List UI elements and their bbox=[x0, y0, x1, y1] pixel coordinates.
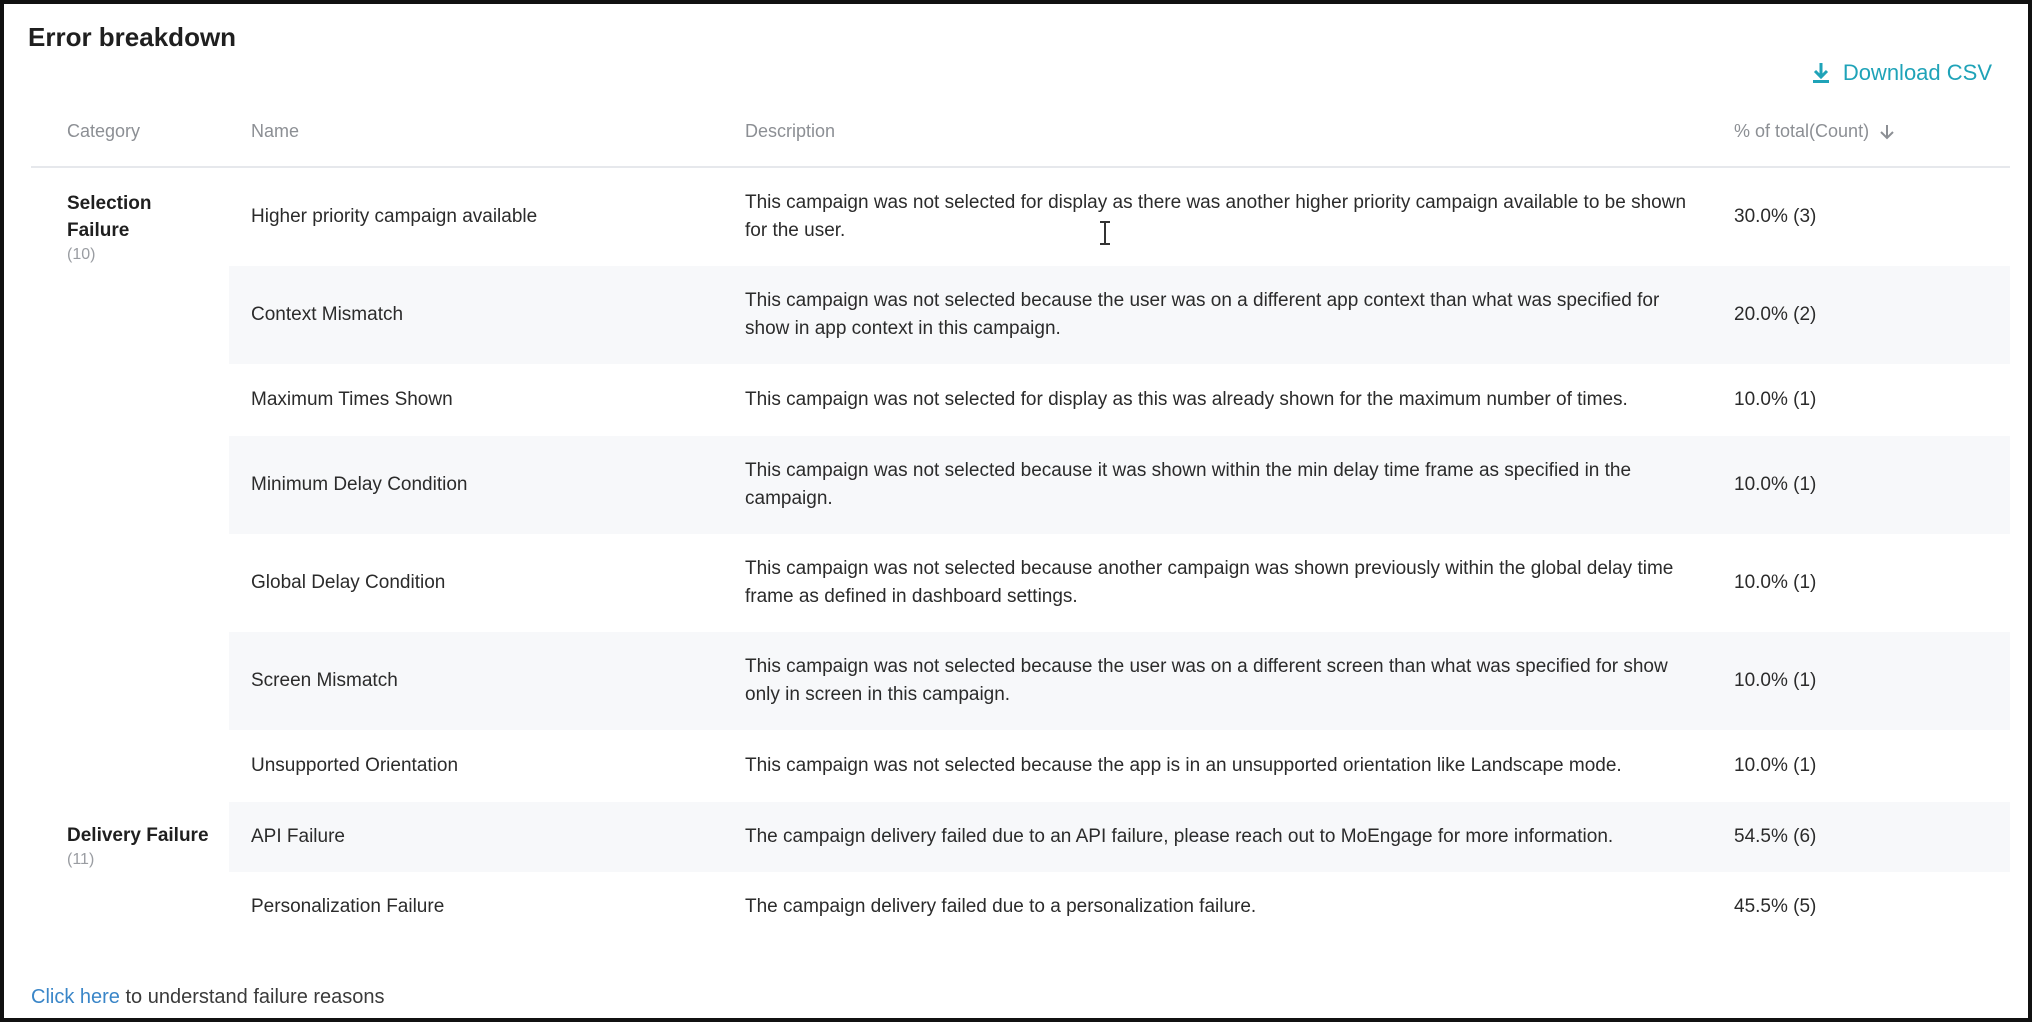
table-row[interactable] bbox=[229, 730, 2010, 802]
arrow-down-icon bbox=[1877, 122, 1897, 142]
row-percent: 10.0% (1) bbox=[1734, 572, 1817, 593]
row-name: Global Delay Condition bbox=[251, 572, 446, 593]
row-percent: 54.5% (6) bbox=[1734, 826, 1817, 847]
table-row[interactable] bbox=[229, 436, 2010, 534]
row-name: API Failure bbox=[251, 826, 345, 847]
row-description: This campaign was not selected for display as this was already shown for the maximum number of times. bbox=[745, 389, 1628, 410]
column-header-percent-label: % of total(Count) bbox=[1734, 121, 1870, 141]
table-row[interactable] bbox=[229, 266, 2010, 364]
table-row[interactable] bbox=[229, 632, 2010, 730]
category-name: Delivery Failure bbox=[67, 825, 209, 846]
column-header-description: Description bbox=[745, 121, 836, 141]
category-label bbox=[67, 822, 217, 871]
text-cursor-icon bbox=[1098, 220, 1112, 246]
download-icon bbox=[1809, 61, 1833, 85]
table-row[interactable] bbox=[229, 364, 2010, 436]
row-description: The campaign delivery failed due to an API failure, please reach out to MoEngage for more information. bbox=[745, 826, 1614, 847]
row-percent: 10.0% (1) bbox=[1734, 755, 1817, 776]
table-row[interactable] bbox=[229, 168, 2010, 266]
column-header-percent[interactable] bbox=[1734, 121, 1897, 142]
row-percent: 30.0% (3) bbox=[1734, 206, 1817, 227]
category-name: Selection Failure bbox=[67, 193, 152, 241]
table-row[interactable] bbox=[229, 534, 2010, 632]
table-row[interactable] bbox=[229, 802, 2010, 872]
footer-text: to understand failure reasons bbox=[119, 986, 385, 1008]
category-count: (11) bbox=[67, 851, 95, 868]
row-description: The campaign delivery failed due to a personalization failure. bbox=[745, 896, 1257, 917]
row-percent: 20.0% (2) bbox=[1734, 304, 1817, 325]
row-description: This campaign was not selected because the app is in an unsupported orientation like Landscape mode. bbox=[745, 755, 1622, 776]
row-description: This campaign was not selected because another campaign was shown previously within the global delay time frame as defined in dashboard settings. bbox=[745, 558, 1674, 607]
column-header-category: Category bbox=[67, 121, 141, 141]
table-row[interactable] bbox=[229, 872, 2010, 942]
footer-help bbox=[31, 986, 385, 1009]
row-name: Personalization Failure bbox=[251, 896, 445, 917]
download-csv-label: Download CSV bbox=[1842, 60, 1992, 85]
download-csv-button[interactable] bbox=[1809, 60, 1992, 86]
row-name: Unsupported Orientation bbox=[251, 755, 459, 776]
row-name: Context Mismatch bbox=[251, 304, 404, 325]
row-description: This campaign was not selected because it was shown within the min delay time frame as specified in the campaign. bbox=[745, 460, 1632, 509]
row-name: Higher priority campaign available bbox=[251, 206, 538, 227]
row-name: Maximum Times Shown bbox=[251, 389, 453, 410]
category-label bbox=[67, 190, 217, 266]
row-percent: 10.0% (1) bbox=[1734, 389, 1817, 410]
row-description: This campaign was not selected because the user was on a different screen than what was specified for show only in screen in this campaign. bbox=[745, 656, 1668, 705]
row-description: This campaign was not selected for display as there was another higher priority campaign available to be shown for the user. bbox=[745, 192, 1687, 241]
row-name: Minimum Delay Condition bbox=[251, 474, 468, 495]
row-percent: 10.0% (1) bbox=[1734, 474, 1817, 495]
row-percent: 10.0% (1) bbox=[1734, 670, 1817, 691]
row-description: This campaign was not selected because the user was on a different app context than what was specified for show in app context in this campaign. bbox=[745, 290, 1660, 339]
row-percent: 45.5% (5) bbox=[1734, 896, 1817, 917]
page-title: Error breakdown bbox=[28, 22, 237, 52]
row-name: Screen Mismatch bbox=[251, 670, 398, 691]
column-header-name: Name bbox=[251, 121, 300, 141]
category-count: (10) bbox=[67, 246, 96, 263]
click-here-link[interactable]: Click here bbox=[31, 986, 120, 1008]
table-header bbox=[31, 104, 2010, 168]
